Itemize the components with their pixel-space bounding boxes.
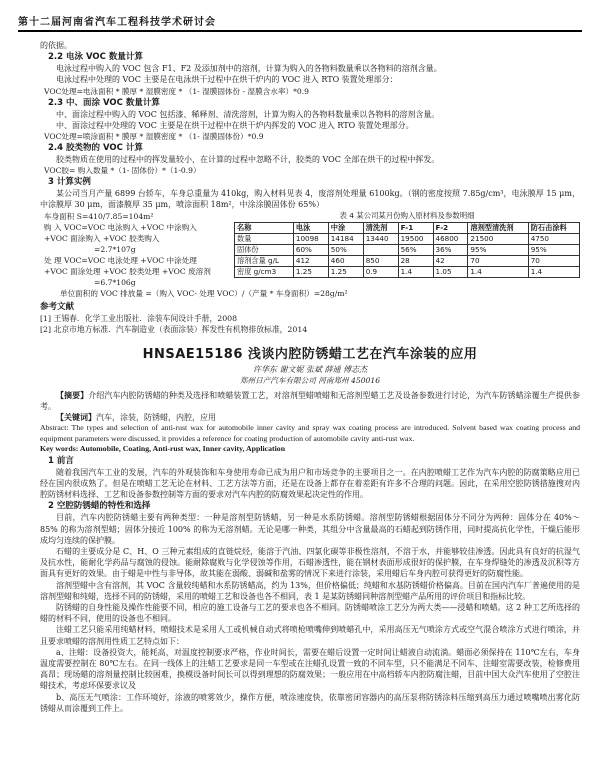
section-2-4-formula: VOC胶= 购入数量 *（1- 固体份）*（1-0.9） [44, 166, 201, 176]
section-2-3-title: 2.3 中、面涂 VOC 数量计算 [48, 97, 160, 108]
table-cell: 1.4 [468, 266, 528, 277]
section-2-para-6: a、注蜡：设备投资大，能耗高，对温度控制要求严格，作业时间长，需要在蜡后设置一定时间让蜡液自动流淌。蜡面必须保持在 110℃左右，车身温度需要控制在 80℃左右。在同一线体上的注蜡工艺要求是同一车型或在注蜡孔设置一致的不同车型，只不能满足不同车、注蜡室需要改装，检修费用高昂；现场蜡的溶剂量控制比较困难，换模设备时间长可以得到理想的防腐效果；一般应用在中高档轿车内腔防腐注蜡，目前中国大众汽车使用了空腔注蜡技术，考虑环保要求议及 [40, 647, 580, 691]
table-cell: 0.9 [363, 266, 398, 277]
section-2-2-para-2: 电泳过程中处理的 VOC 主要是在电泳烘干过程中在烘干炉内的 VOC 进入 RTO 装置处理部分： [56, 75, 398, 85]
section-2-4-title: 2.4 胶类物的 VOC 计算 [48, 143, 143, 154]
keywords-label: 【关键词】 [56, 412, 96, 423]
table-4-block [234, 211, 580, 288]
table-cell: 21500 [468, 233, 528, 244]
table-cell: 1.05 [433, 266, 468, 277]
table-cell: 10098 [293, 233, 328, 244]
section-3-para-1: 某公司当月产量 6899 台轿车，车身总重量为 410kg，购入材料见表 4，废溶剂处理量 6100kg。（钢的密度按照 7.85g/cm³，电泳膜厚 15 μm，中涂膜厚 30 μm，面漆膜厚 35 μm，喷涂面积 18m²，中涂涂膜固体份 65%） [40, 189, 580, 210]
table-cell: 70 [528, 255, 579, 266]
references-title: 参考文献 [40, 301, 75, 312]
section-2-para-4: 防锈蜡的自身性能及操作性能要不同，相应的施工设备与工艺的要求也各不相同。防锈蜡喷涂工艺分为两大类——浸蜡和喷蜡。这 2 种工艺所选择的蜡的材料不同，使用的设备也不相同。 [40, 602, 580, 624]
section-2-para-5: 注蜡工艺只能采用纯蜡材料，喷蜡技术是采用人工或机械自动式将喷枪喷嘴伸到喷蜡孔中，采用高压无气喷涂方式或空气混合喷涂方式进行喷涂，并且要求喷蜡的溶剂用性质工艺特点如下： [40, 625, 580, 646]
table-cell: 1.4 [398, 266, 433, 277]
calc-line: +VOC 面涂处理 +VOC 胶类处理 +VOC 废溶剂 [44, 266, 211, 276]
journal-header [18, 12, 582, 32]
calculation-steps [40, 211, 228, 288]
table-cell: 数量 [235, 233, 294, 244]
keywords-paragraph [40, 412, 580, 423]
table-cell: 412 [293, 255, 328, 266]
table-cell: 70 [468, 255, 528, 266]
table-header-cell: F-2 [433, 222, 468, 233]
table-cell: 56% [398, 244, 433, 255]
article-affiliation: 郑州日产汽车有限公司 河南郑州 450016 [239, 375, 381, 385]
table-header-cell: 防石击涂料 [528, 222, 579, 233]
section-2-title: 2 空腔防锈蜡的特性和选择 [48, 501, 151, 512]
table-cell: 460 [328, 255, 363, 266]
calc-line: 处 理 VOC=VOC 电泳处理 +VOC 中涂处理 [44, 255, 197, 265]
table-header-cell: F-1 [398, 222, 433, 233]
section-2-4-para-1: 胶类物质在使用的过程中的挥发量较小，在计算的过程中忽略不计，胶类的 VOC 全部在烘干的过程中挥发。 [56, 155, 440, 165]
calc-line: 购 入 VOC=VOC 电泳购入 +VOC 中涂购入 [44, 222, 197, 232]
english-abstract: Abstract: The types and selection of anti-rust wax for automobile inner cavity and spray wax coating process are introduced. Solvent based wax coating process and equipment parameters were discussed, it provides a reference for coating production of automobile cavity anti-rust wax. [40, 423, 580, 443]
table-cell: 13440 [363, 233, 398, 244]
table-cell: 1.25 [328, 266, 363, 277]
article-authors: 许华东 谢文妮 张斌 薛通 傅志杰 [252, 364, 368, 374]
abstract-text: 介绍汽车内腔防锈蜡的种类及选择和喷蜡装置工艺，对溶剂型蜡喷蜡和无溶剂型蜡工艺及设备参数进行讨论，为汽车防锈蜡涂覆生产提供参考。 [40, 390, 580, 411]
table-header-cell: 电泳 [293, 222, 328, 233]
table-row [235, 244, 580, 255]
journal-title: 第十二届河南省汽车工程科技学术研讨会 [18, 17, 216, 28]
section-2-2-para-1: 电泳过程中购入的 VOC 包含 F1、F2 及添加剂中的溶剂，计算为购入的各物料数量乘以各物料的溶剂含量。 [56, 64, 442, 74]
abstract-paragraph [40, 390, 580, 412]
section-2-para-2: 石蜡的主要成分是 C、H、O 三种元素组成的直链烷烃，能溶于汽油、四氯化碳等非极性溶剂，不溶于水，并能够较佳渗透。因此具有良好的抗湿气及抗水性，能耐化学药品与腐蚀的侵蚀。能耐除腐败与化学侵蚀等作用，石蜡渗透性，能在钢材表面形成很好的保护膜，在车身焊缝处的渗透及沉积等方面具有更好的效果。由于蜡是中性与非导体，故其能在弱酸、弱碱和盐雾的情况下来进行涂装，采用蜡后车身内腔可获得更好的防腐性能。 [40, 546, 580, 579]
table-cell: 4750 [528, 233, 579, 244]
table-cell: 14184 [328, 233, 363, 244]
section-2-para-3: 溶剂型蜡中含有溶剂，其 VOC 含量较纯蜡和水系防锈蜡高，约为 13%，但价格偏低；纯蜡和水基防锈蜡价格偏高。目前在国内汽车厂普遍使用的是溶剂型蜡和纯蜡，选择不同的防锈蜡，采用的喷蜡工艺和设备也各不相同，表 1 是某防锈蜡同种溶剂型蜡产品所用的评价项目和指标比较。 [40, 580, 580, 601]
body-area-line: 车身面积 S=410/7.85=104m² [44, 211, 154, 221]
table-cell: 42 [433, 255, 468, 266]
table-cell: 1.25 [293, 266, 328, 277]
table-cell: 46800 [433, 233, 468, 244]
table-cell: 28 [398, 255, 433, 266]
table-cell: 95% [528, 244, 579, 255]
table-cell: 溶剂含量 g/L [235, 255, 294, 266]
table-cell: 36% [433, 244, 468, 255]
calc-line: =6.7*106g [94, 277, 136, 287]
table-cell [363, 244, 398, 255]
table-cell: 95% [468, 244, 528, 255]
continuation-opening: 的依据。 [40, 41, 72, 50]
english-keywords: Key words: Automobile, Coating, Anti-rust wax, Inner cavity, Application [40, 444, 286, 454]
table-header-cell: 溶剂型清洗剂 [468, 222, 528, 233]
reference-item: [1] 王锡春．化学工业出版社．涂装车间设计手册，2008 [40, 313, 238, 323]
result-line: 单位面积的 VOC 排放量 =（购入 VOC- 处理 VOC）/（产量 * 车身面积）=28g/m² [60, 288, 348, 298]
section-2-2-title: 2.2 电泳 VOC 数量计算 [48, 52, 143, 63]
table-header-row [235, 222, 580, 233]
table-row [235, 255, 580, 266]
table-4-caption: 表 4 某公司某月份购入原材料及参数明细 [339, 210, 475, 220]
table-cell: 850 [363, 255, 398, 266]
calc-line: +VOC 面涂购入 +VOC 胶类购入 [44, 233, 160, 243]
table-header-cell: 名称 [235, 222, 294, 233]
section-2-3-formula: VOC处理=喷涂面积 * 膜厚 * 湿膜密度 * （1- 湿膜固体份）*0.9 [44, 132, 264, 142]
table-row [235, 233, 580, 244]
section-3-title: 3 计算实例 [48, 177, 91, 188]
table-cell: 50% [328, 244, 363, 255]
section-1-title: 1 前言 [48, 455, 74, 466]
calculation-block [40, 211, 580, 288]
section-2-3-para-1: 中、面涂过程中购入的 VOC 包括漆、稀释剂、清洗溶剂，计算为购入的各物料数量乘以各物料的溶剂含量。 [56, 109, 440, 119]
section-2-3-para-2: 中、面涂过程中处理的 VOC 主要是在烘干过程中在烘干炉内挥发的 VOC 进入 RTO 装置处理部分。 [56, 120, 414, 130]
table-header-cell: 清洗剂 [363, 222, 398, 233]
keywords-text: 汽车，涂装，防锈蜡，内腔，应用 [96, 413, 216, 423]
section-2-2-formula: VOC处理=电泳面积 * 膜厚 * 湿膜密度 * （1- 湿膜固体份 - 湿膜含水率）*0.9 [44, 86, 309, 96]
table-header-cell: 中涂 [328, 222, 363, 233]
table-cell: 密度 g/cm3 [235, 266, 294, 277]
article-title: HNSAE15186 浅谈内腔防锈蜡工艺在汽车涂装的应用 [142, 346, 478, 362]
table-cell: 60% [293, 244, 328, 255]
section-2-para-1: 目前，汽车内腔防锈蜡主要有两种类型：一种是溶剂型防锈蜡，另一种是水系防锈蜡。溶剂型防锈蜡根据固体分不同分为两种：固体分在 40%～85% 的称为溶剂型蜡；固体分接近 100% 的称为无溶剂蜡。无论是哪一种类，其组分中含量最高的石蜡起到防锈作用，同时提高抗化学性，干燥后能形成均匀连续的保护膜。 [40, 513, 580, 545]
calc-line: =2.7*107g [94, 244, 136, 254]
section-2-para-7: b、高压无气喷涂：工作环境好，涂液的喷雾效少，操作方便，喷涂速度快，依靠密闭容器内的高压泵将防锈涂料压缩到高压力通过喷嘴喷出雾化防锈蜡从而涂覆到工件上。 [40, 692, 580, 713]
page-content [40, 40, 580, 773]
table-cell: 19500 [398, 233, 433, 244]
table-cell: 固体份 [235, 244, 294, 255]
abstract-label: 【摘要】 [56, 389, 89, 400]
section-1-para: 随着我国汽车工业的发展，汽车的外观装饰和车身使用寿命已成为用户和市场竞争的主要项目之一。在内腔喷蜡工艺作为汽车内腔的防腐策略应用已经在国内很成熟了。但是在喷蜡工艺无论在材料、工艺方法等方面，还是在设备上都存在着差距有许多不合理的问题。因此，在采用空腔防锈措施搜对内腔防锈材料选择、工艺和设备参数控制等方面的要求对汽车内腔的防腐效果起决定性的作用。 [40, 467, 580, 500]
table-row [235, 266, 580, 277]
table-cell: 1.4 [528, 266, 579, 277]
table-4 [234, 222, 580, 278]
reference-item: [2] 北京市地方标准．汽车制造业（表面涂装）挥发性有机物排放标准，2014 [40, 324, 308, 334]
